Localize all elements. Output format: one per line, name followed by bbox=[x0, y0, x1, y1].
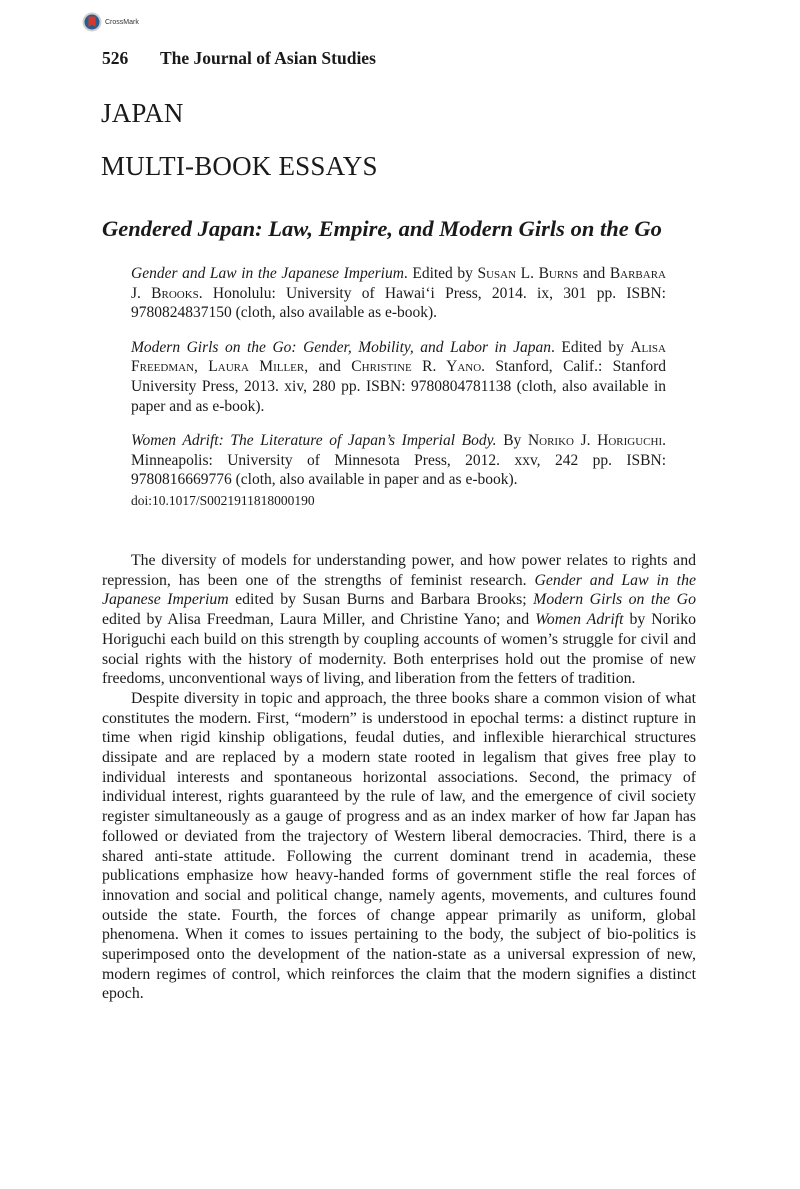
book-reference bbox=[131, 431, 666, 490]
book-title: Modern Girls on the Go: Gender, Mobility, and Labor in Japan bbox=[131, 338, 551, 356]
doi-link[interactable]: doi:10.1017/S0021911818000190 bbox=[131, 492, 315, 508]
body-text: edited by Susan Burns and Barbara Brooks; bbox=[228, 591, 534, 609]
book-author: Alisa Freedman bbox=[131, 338, 666, 376]
book-title: Gender and Law in the Japanese Imperium bbox=[131, 265, 404, 282]
book-title: Women Adrift: The Literature of Japan’s Imperial Body. bbox=[131, 432, 497, 450]
book-author: Susan L. Burns bbox=[477, 265, 579, 282]
book-author: Noriko J. Horiguchi bbox=[527, 432, 663, 450]
section-heading-region: JAPAN bbox=[101, 98, 184, 128]
ref-text: By bbox=[496, 432, 528, 450]
section-heading-category: MULTI-BOOK ESSAYS bbox=[101, 151, 378, 181]
body-text: edited by Alisa Freedman, Laura Miller, and Christine Yano; and bbox=[102, 611, 536, 629]
ref-text: . Edited by bbox=[403, 265, 478, 282]
book-title-ref: Women Adrift bbox=[535, 611, 624, 629]
book-reference bbox=[131, 264, 666, 323]
book-author: Laura Miller bbox=[208, 358, 305, 376]
book-title-ref: Modern Girls on the Go bbox=[533, 591, 696, 609]
essay-body bbox=[102, 551, 696, 1004]
ref-text: . Minneapolis: University of Minnesota Press, 2012. xxv, 242 pp. ISBN: 9780816669776 (cloth, also available in paper and as e-book). bbox=[131, 432, 667, 489]
body-paragraph: Despite diversity in topic and approach, the three books share a common vision of what constitutes the modern. First, “modern” is understood in epochal terms: a distinct rupture in time when rigid kinship obligations, feudal duties, and inflexible hierarchical structures dissipate and are replaced by a modern state rooted in legalism that gives free play to individual interests and spontaneous horizontal associations. Second, the primacy of individual interest, rights guaranteed by the rule of law, and the emergence of civil society register simultaneously as a gauge of progress and as an index marker of how far Japan has followed or deviated from the trajectory of Western liberal democracies. Third, there is a shared anti-state attitude. Following the current dominant trend in academia, these publications emphasize how heavy-handed forms of government stifle the real forces of innovation and social and political change, namely agents, movements, and cultures found outside the state. Fourth, the forces of change appear primarily as uniform, global phenomena. When it comes to issues pertaining to the body, the subject of bio-politics is superimposed onto the development of the nation-state as a universal expression of new, modern regimes of control, which reinforces the claim that the modern signifies a distinct epoch. bbox=[102, 689, 696, 1003]
journal-title: The Journal of Asian Studies bbox=[160, 48, 376, 68]
ref-text: , and bbox=[304, 358, 352, 376]
ref-text: and bbox=[578, 265, 610, 282]
ref-text: . Edited by bbox=[550, 338, 631, 356]
book-title-ref: Gender and Law in the Japanese Imperium bbox=[102, 571, 696, 609]
book-reference bbox=[131, 338, 666, 416]
page-number: 526 bbox=[102, 48, 129, 68]
ref-text: , bbox=[194, 358, 209, 376]
crossmark-badge[interactable] bbox=[82, 12, 139, 32]
body-text: The diversity of models for understanding power, and how power relates to rights and repression, has been one of the strengths of feminist research. bbox=[102, 552, 696, 589]
body-paragraph bbox=[102, 551, 696, 689]
crossmark-label: CrossMark bbox=[105, 18, 139, 26]
body-text: by Noriko Horiguchi each build on this strength by coupling accounts of women’s struggle for civil and social rights with the history of modernity. Both enterprises hold out the promise of new freedoms, unconventional ways of living, and liberation from the fetters of tradition. bbox=[102, 611, 696, 688]
essay-title: Gendered Japan: Law, Empire, and Modern Girls on the Go bbox=[102, 216, 662, 241]
book-author: Barbara J. Brooks bbox=[131, 265, 666, 302]
book-references bbox=[131, 264, 666, 526]
book-author: Christine R. Yano bbox=[351, 358, 482, 376]
ref-text: . Honolulu: University of Hawai‘i Press, 2014. ix, 301 pp. ISBN: 9780824837150 (cloth, also available as e-book). bbox=[131, 284, 666, 322]
crossmark-icon bbox=[82, 12, 102, 32]
ref-text: . Stanford, Calif.: Stanford University Press, 2013. xiv, 280 pp. ISBN: 9780804781138 (cloth, also available in paper and as e-book). bbox=[131, 358, 667, 415]
running-head bbox=[102, 48, 376, 69]
